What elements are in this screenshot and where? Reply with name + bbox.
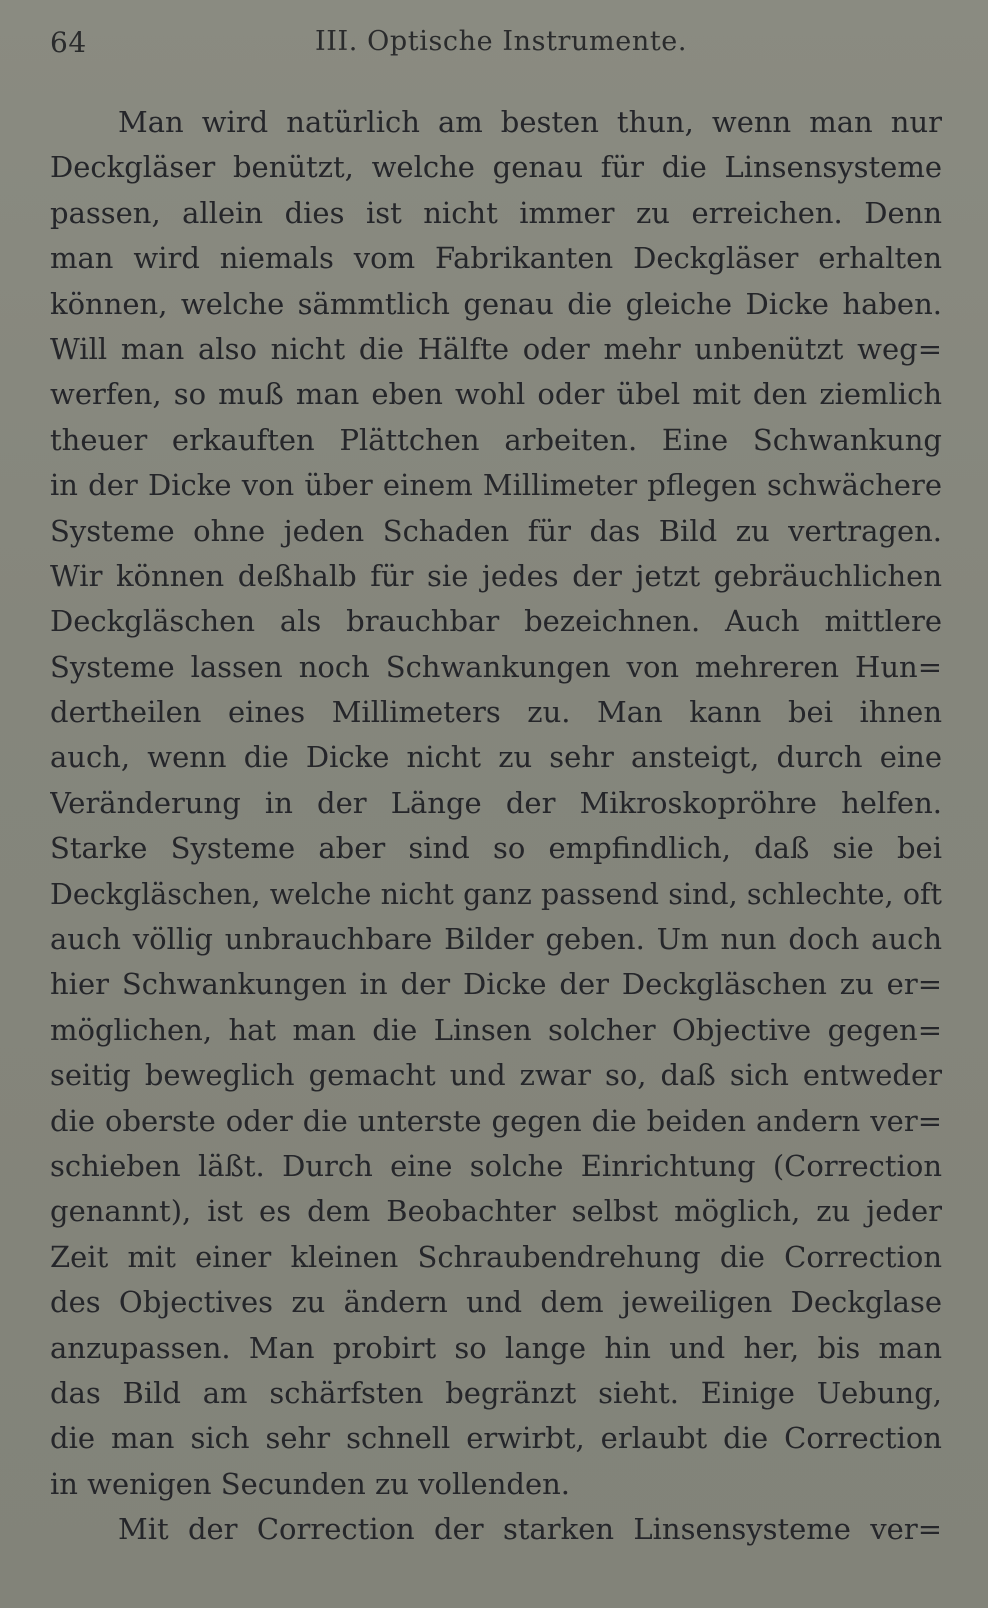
text-line: möglichen, hat man die Linsen solcher Objective gegen=: [50, 1012, 942, 1047]
running-head: III. Optische Instrumente.: [315, 26, 688, 57]
text-line: passen, allein dies ist nicht immer zu erreichen. Denn: [50, 195, 942, 230]
text-line: hier Schwankungen in der Dicke der Deckgläschen zu er=: [50, 967, 942, 1002]
text-line: in der Dicke von über einem Millimeter pflegen schwächere: [50, 468, 942, 503]
text-line: genannt), ist es dem Beobachter selbst möglich, zu jeder: [50, 1194, 942, 1229]
text-line: können, welche sämmtlich genau die gleiche Dicke haben.: [50, 286, 942, 321]
text-line: Systeme lassen noch Schwankungen von mehreren Hun=: [50, 649, 942, 684]
text-line: Zeit mit einer kleinen Schraubendrehung die Correction: [50, 1239, 942, 1274]
text-line: theuer erkauften Plättchen arbeiten. Eine Schwankung: [50, 422, 942, 457]
page-header: [50, 22, 938, 62]
text-line: in wenigen Secunden zu vollenden.: [50, 1466, 571, 1501]
text-line: Veränderung in der Länge der Mikroskopröhre helfen.: [50, 785, 942, 820]
text-line: Man wird natürlich am besten thun, wenn man nur: [118, 105, 942, 139]
text-line: werfen, so muß man eben wohl oder übel mit den ziemlich: [50, 377, 942, 412]
text-line: Deckgläschen, welche nicht ganz passend sind, schlechte, oft: [50, 877, 942, 911]
text-line: die oberste oder die unterste gegen die beiden andern ver=: [50, 1103, 942, 1138]
text-line: Wir können deßhalb für sie jedes der jetzt gebräuchlichen: [50, 558, 942, 593]
text-line: Mit der Correction der starken Linsensysteme ver=: [118, 1512, 942, 1547]
text-line: Deckgläschen als brauchbar bezeichnen. Auch mittlere: [50, 604, 942, 639]
text-line: man wird niemals vom Fabrikanten Deckgläser erhalten: [50, 241, 942, 276]
text-line: auch völlig unbrauchbare Bilder geben. Um nun doch auch: [50, 922, 942, 957]
text-line: Starke Systeme aber sind so empfindlich, daß sie bei: [50, 831, 942, 866]
text-line: Systeme ohne jeden Schaden für das Bild zu vertragen.: [50, 513, 942, 548]
text-line: auch, wenn die Dicke nicht zu sehr ansteigt, durch eine: [50, 740, 942, 775]
text-line: Will man also nicht die Hälfte oder mehr unbenützt weg=: [50, 331, 942, 366]
page-number: 64: [50, 26, 87, 59]
text-line: des Objectives zu ändern und dem jeweiligen Deckglase: [50, 1285, 942, 1320]
text-line: schieben läßt. Durch eine solche Einrichtung (Correction: [50, 1148, 942, 1183]
text-line: seitig beweglich gemacht und zwar so, daß sich entweder: [50, 1058, 942, 1093]
body-text: [50, 100, 942, 1553]
text-line: anzupassen. Man probirt so lange hin und her, bis man: [50, 1330, 942, 1365]
text-line: das Bild am schärfsten begränzt sieht. Einige Uebung,: [50, 1375, 942, 1410]
text-line: dertheilen eines Millimeters zu. Man kann bei ihnen: [50, 695, 942, 730]
text-line: Deckgläser benützt, welche genau für die Linsensysteme: [50, 150, 942, 185]
text-line: die man sich sehr schnell erwirbt, erlaubt die Correction: [50, 1421, 942, 1456]
